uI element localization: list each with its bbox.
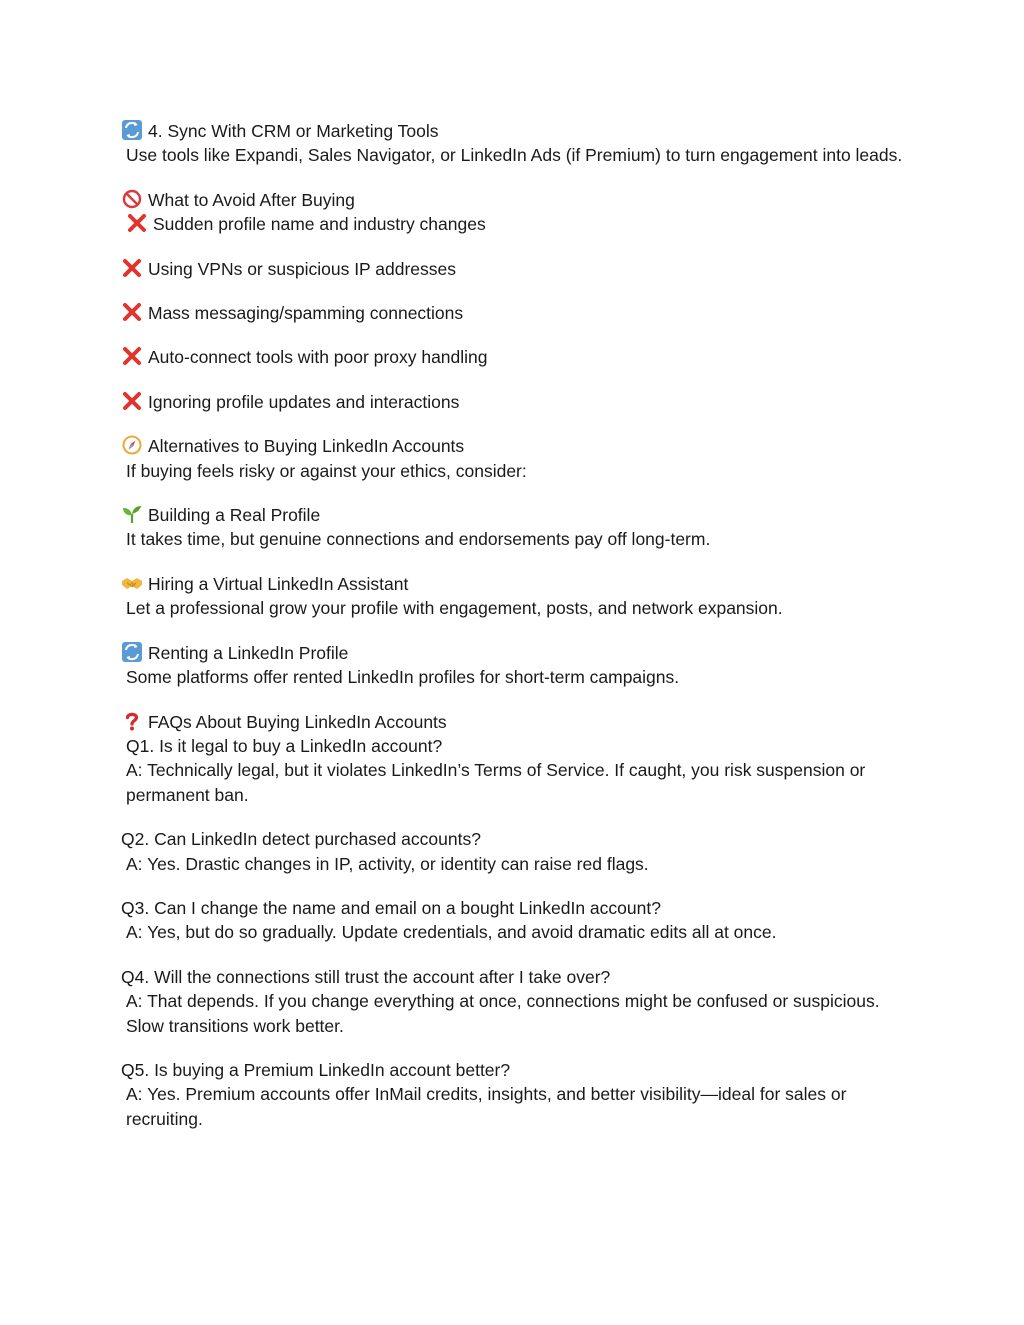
avoid-item: [121, 345, 911, 369]
faq-question: Q1. Is it legal to buy a LinkedIn account?: [126, 735, 443, 756]
section-avoid: [121, 188, 911, 237]
alternative-title: [121, 641, 911, 665]
document-content: [121, 119, 911, 1151]
cross-mark-icon: [121, 346, 143, 366]
heading-text: 4. Sync With CRM or Marketing Tools: [148, 121, 439, 141]
section-sync: [121, 119, 911, 168]
avoid-item-text: Sudden profile name and industry changes: [153, 214, 486, 235]
alternative-body: Let a professional grow your profile with engagement, posts, and network expansion.: [126, 598, 783, 619]
alternative-body: Some platforms offer rented LinkedIn profiles for short-term campaigns.: [126, 667, 680, 688]
alternative-title-text: Renting a LinkedIn Profile: [148, 642, 349, 663]
faq-question: Q5. Is buying a Premium LinkedIn account better?: [121, 1059, 511, 1080]
avoid-item-text: Ignoring profile updates and interactions: [148, 391, 460, 412]
avoid-item-text: Auto-connect tools with poor proxy handling: [148, 347, 488, 368]
alternative-title-text: Building a Real Profile: [148, 505, 321, 526]
alternative-item: [121, 503, 911, 552]
avoid-item: [121, 257, 911, 281]
alternative-title: [121, 503, 911, 527]
avoid-item: [121, 212, 911, 236]
faq-answer: A: Yes. Premium accounts offer InMail credits, insights, and better visibility—ideal for sales or recruiting.: [126, 1084, 852, 1129]
question-mark-icon: [121, 711, 143, 731]
faq-answer: A: That depends. If you change everything at once, connections might be confused or suspicious. Slow transitions work better.: [126, 991, 885, 1036]
faq-item: [121, 1058, 911, 1131]
heading-text: What to Avoid After Buying: [148, 189, 355, 210]
handshake-icon: [121, 573, 143, 593]
section-alternatives: [121, 434, 911, 483]
alternative-body: It takes time, but genuine connections and endorsements pay off long-term.: [126, 529, 711, 550]
avoid-item: [121, 390, 911, 414]
section-heading: [121, 434, 911, 458]
avoid-item-block: [121, 257, 911, 281]
cross-mark-icon: [121, 302, 143, 322]
faq-item: [121, 827, 911, 876]
faq-answer: A: Yes. Drastic changes in IP, activity, or identity can raise red flags.: [126, 853, 649, 874]
cross-mark-icon: [126, 213, 148, 233]
faq-answer: A: Technically legal, but it violates LinkedIn’s Terms of Service. If caught, you risk suspension or permanent ban.: [126, 760, 871, 805]
seedling-icon: [121, 504, 143, 524]
section-heading: [121, 119, 911, 143]
heading-text: Alternatives to Buying LinkedIn Accounts: [148, 436, 465, 457]
prohibited-icon: [121, 189, 143, 209]
section-faqs: [121, 710, 911, 808]
avoid-item-block: [121, 390, 911, 414]
cross-mark-icon: [121, 391, 143, 411]
section-intro: If buying feels risky or against your ethics, consider:: [126, 460, 527, 481]
alternative-item: [121, 572, 911, 621]
avoid-item-text: Mass messaging/spamming connections: [148, 303, 464, 324]
avoid-item-block: [121, 301, 911, 325]
avoid-item: [121, 301, 911, 325]
repeat-arrows-icon: [121, 120, 143, 140]
faq-question: Q4. Will the connections still trust the account after I take over?: [121, 966, 611, 987]
faq-item: [121, 965, 911, 1038]
alternative-item: [121, 641, 911, 690]
avoid-item-text: Using VPNs or suspicious IP addresses: [148, 258, 457, 279]
section-heading: [121, 710, 911, 734]
alternative-title-text: Hiring a Virtual LinkedIn Assistant: [148, 573, 409, 594]
faq-question: Q2. Can LinkedIn detect purchased accounts?: [121, 829, 481, 850]
avoid-item-block: [121, 345, 911, 369]
heading-text: FAQs About Buying LinkedIn Accounts: [148, 711, 447, 732]
section-heading: [121, 188, 911, 212]
compass-icon: [121, 435, 143, 455]
faq-question: Q3. Can I change the name and email on a bought LinkedIn account?: [121, 897, 661, 918]
faq-answer: A: Yes, but do so gradually. Update credentials, and avoid dramatic edits all at once.: [126, 922, 777, 943]
repeat-arrows-icon: [121, 642, 143, 662]
section-body: Use tools like Expandi, Sales Navigator, or LinkedIn Ads (if Premium) to turn engagement into leads.: [126, 145, 903, 166]
alternative-title: [121, 572, 911, 596]
faq-item: [121, 896, 911, 945]
cross-mark-icon: [121, 258, 143, 278]
